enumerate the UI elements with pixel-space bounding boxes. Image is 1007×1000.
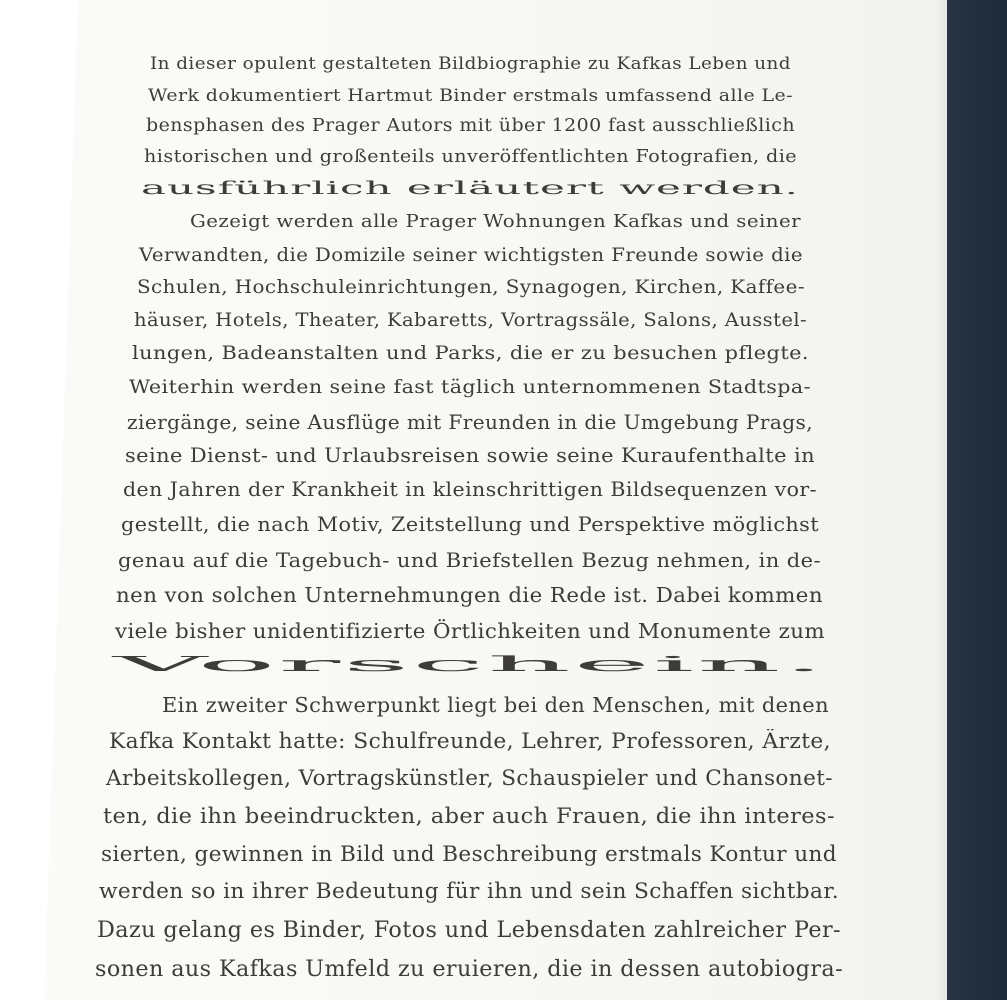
text-line: bensphasen des Prager Autors mit über 1200 fast ausschließlich [146, 116, 796, 137]
text-line: ausführlich erläutert werden. [141, 177, 799, 199]
text-line: den Jahren der Krankheit in kleinschrittigen Bildsequenzen vor- [123, 478, 817, 502]
text-line: gestellt, die nach Motiv, Zeitstellung und Perspektive möglichst [121, 513, 820, 537]
text-line: Weiterhin werden seine fast täglich unternommenen Stadtspa- [129, 375, 811, 398]
text-line: Dazu gelang es Binder, Fotos und Lebensdaten zahlreicher Per- [97, 918, 841, 944]
text-line: Ein zweiter Schwerpunkt liegt bei den Menschen, mit denen [162, 693, 829, 718]
text-line: nen von solchen Unternehmungen die Rede ist. Dabei kommen [116, 582, 823, 607]
text-line: lungen, Badeanstalten und Parks, die er zu besuchen pflegte. [132, 343, 810, 365]
text-line: Arbeitskollegen, Vortragskünstler, Schauspieler und Chansonet- [106, 764, 833, 790]
book-cover [947, 0, 1007, 1000]
text-line: Verwandten, die Domizile seiner wichtigsten Freunde sowie die [139, 244, 803, 266]
text-line: historischen und großenteils unveröffentlichten Fotografien, die [144, 147, 798, 168]
text-line: In dieser opulent gestalteten Bildbiographie zu Kafkas Leben und [150, 53, 791, 74]
text-line: Gezeigt werden alle Prager Wohnungen Kafkas und seiner [190, 210, 802, 232]
text-line: ten, die ihn beeindruckten, aber auch Frauen, die ihn interes- [103, 803, 835, 829]
text-line: Vorschein. [113, 652, 827, 677]
text-line: häuser, Hotels, Theater, Kabaretts, Vortragssäle, Salons, Ausstel- [134, 310, 808, 332]
text-line: ziergänge, seine Ausflüge mit Freunden in die Umgebung Prags, [127, 410, 814, 434]
text-line: Werk dokumentiert Hartmut Binder erstmals umfassend alle Le- [148, 86, 793, 107]
text-line: werden so in ihrer Bedeutung für ihn und sein Schaffen sichtbar. [99, 879, 839, 905]
text-line: sonen aus Kafkas Umfeld zu eruieren, die in dessen autobiogra- [95, 956, 844, 983]
text-line: Kafka Kontakt hatte: Schulfreunde, Lehrer, Professoren, Ärzte, [109, 729, 832, 754]
text-line: Schulen, Hochschuleinrichtungen, Synagogen, Kirchen, Kaffee- [137, 277, 805, 299]
text-line: sierten, gewinnen in Bild und Beschreibung erstmals Kontur und [101, 841, 837, 867]
text-line: seine Dienst- und Urlaubsreisen sowie seine Kuraufenthalte in [125, 443, 815, 467]
text-line: viele bisher unidentifizierte Örtlichkeiten und Monumente zum [115, 618, 825, 643]
text-line: genau auf die Tagebuch- und Briefstellen Bezug nehmen, in de- [118, 548, 822, 572]
